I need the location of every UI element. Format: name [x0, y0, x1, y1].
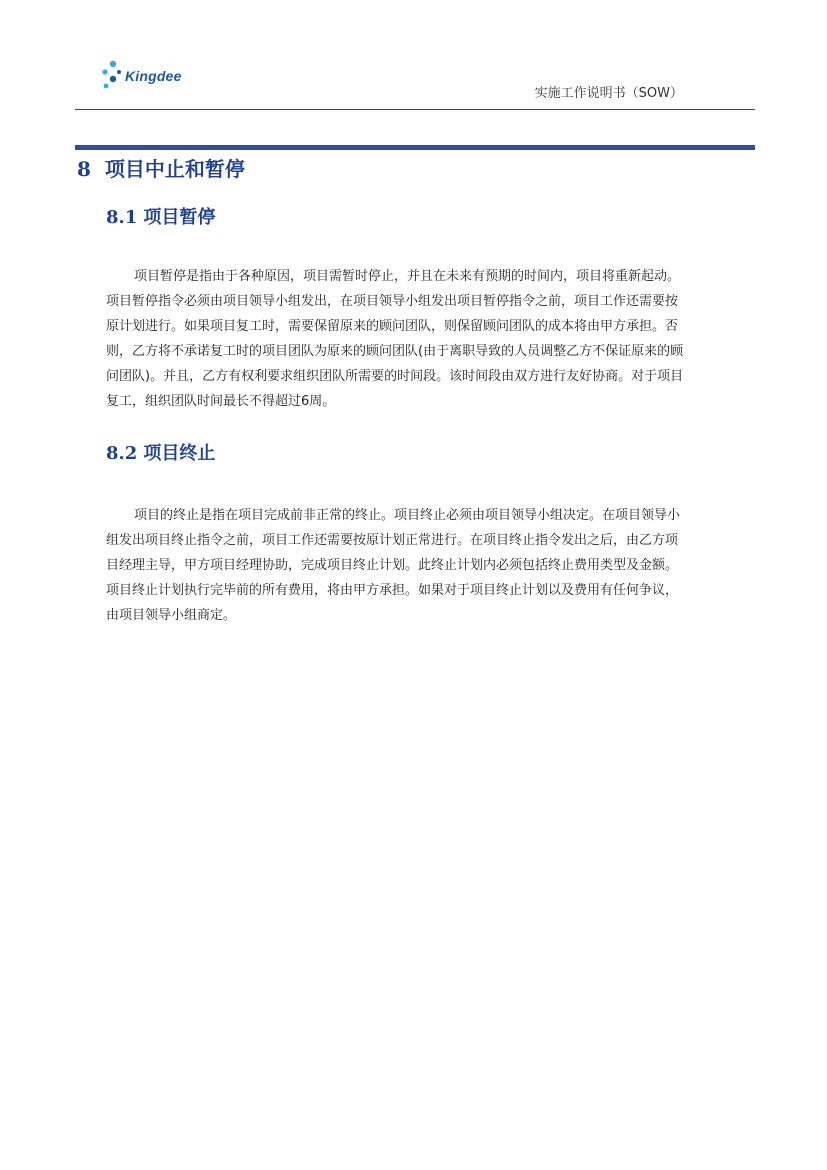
paragraph-line: 复工，组织团队时间最长不得超过6周。 — [106, 394, 336, 409]
kingdee-logo — [75, 56, 195, 96]
logo-wordmark: Kingdee — [125, 68, 182, 84]
section-heading-8-1 — [106, 203, 215, 229]
paragraph-line: 组发出项目终止指令之前，项目工作还需要按原计划正常进行。在项目终止指令发出之后，由乙方项 — [106, 533, 679, 548]
paragraph-line: 项目暂停指令必须由项目领导小组发出，在项目领导小组发出项目暂停指令之前，项目工作还需要按 — [106, 294, 679, 309]
paragraph-line: 则，乙方将不承诺复工时的项目团队为原来的顾问团队(由于离职导致的人员调整乙方不保证原来的顾 — [106, 344, 684, 359]
section-title: 项目暂停 — [143, 207, 216, 228]
paragraph-line: 项目终止计划执行完毕前的所有费用，将由甲方承担。如果对于项目终止计划以及费用有任何争议， — [106, 583, 679, 598]
kingdee-logo-dots-icon — [75, 56, 121, 96]
page-header — [75, 52, 755, 110]
section-title: 项目终止 — [143, 443, 216, 464]
chapter-number: 8 — [77, 157, 91, 181]
paragraph-line: 问团队)。并且，乙方有权利要求组织团队所需要的时间段。该时间段由双方进行友好协商。对于项目 — [106, 369, 684, 384]
paragraph-line: 项目暂停是指由于各种原因，项目需暂时停止，并且在未来有预期的时间内，项目将重新起动。 — [134, 269, 681, 284]
paragraph-line: 原计划进行。如果项目复工时，需要保留原来的顾问团队，则保留顾问团队的成本将由甲方承担。否 — [106, 319, 679, 334]
section-number: 8.1 — [106, 207, 138, 228]
paragraph-line: 目经理主导，甲方项目经理协助，完成项目终止计划。此终止计划内必须包括终止费用类型及金额。 — [106, 558, 679, 573]
chapter-title: 项目中止和暂停 — [104, 157, 245, 181]
header-divider — [75, 109, 755, 110]
section-number: 8.2 — [106, 443, 138, 464]
paragraph-line: 由项目领导小组商定。 — [106, 608, 237, 623]
section-paragraph-8-1 — [106, 264, 754, 414]
document-title: 实施工作说明书（SOW） — [534, 86, 683, 101]
chapter-bar — [75, 145, 755, 150]
chapter-heading — [77, 153, 245, 182]
paragraph-line: 项目的终止是指在项目完成前非正常的终止。项目终止必须由项目领导小组决定。在项目领导小 — [134, 508, 681, 523]
section-paragraph-8-2 — [106, 503, 754, 628]
section-heading-8-2 — [106, 439, 215, 465]
